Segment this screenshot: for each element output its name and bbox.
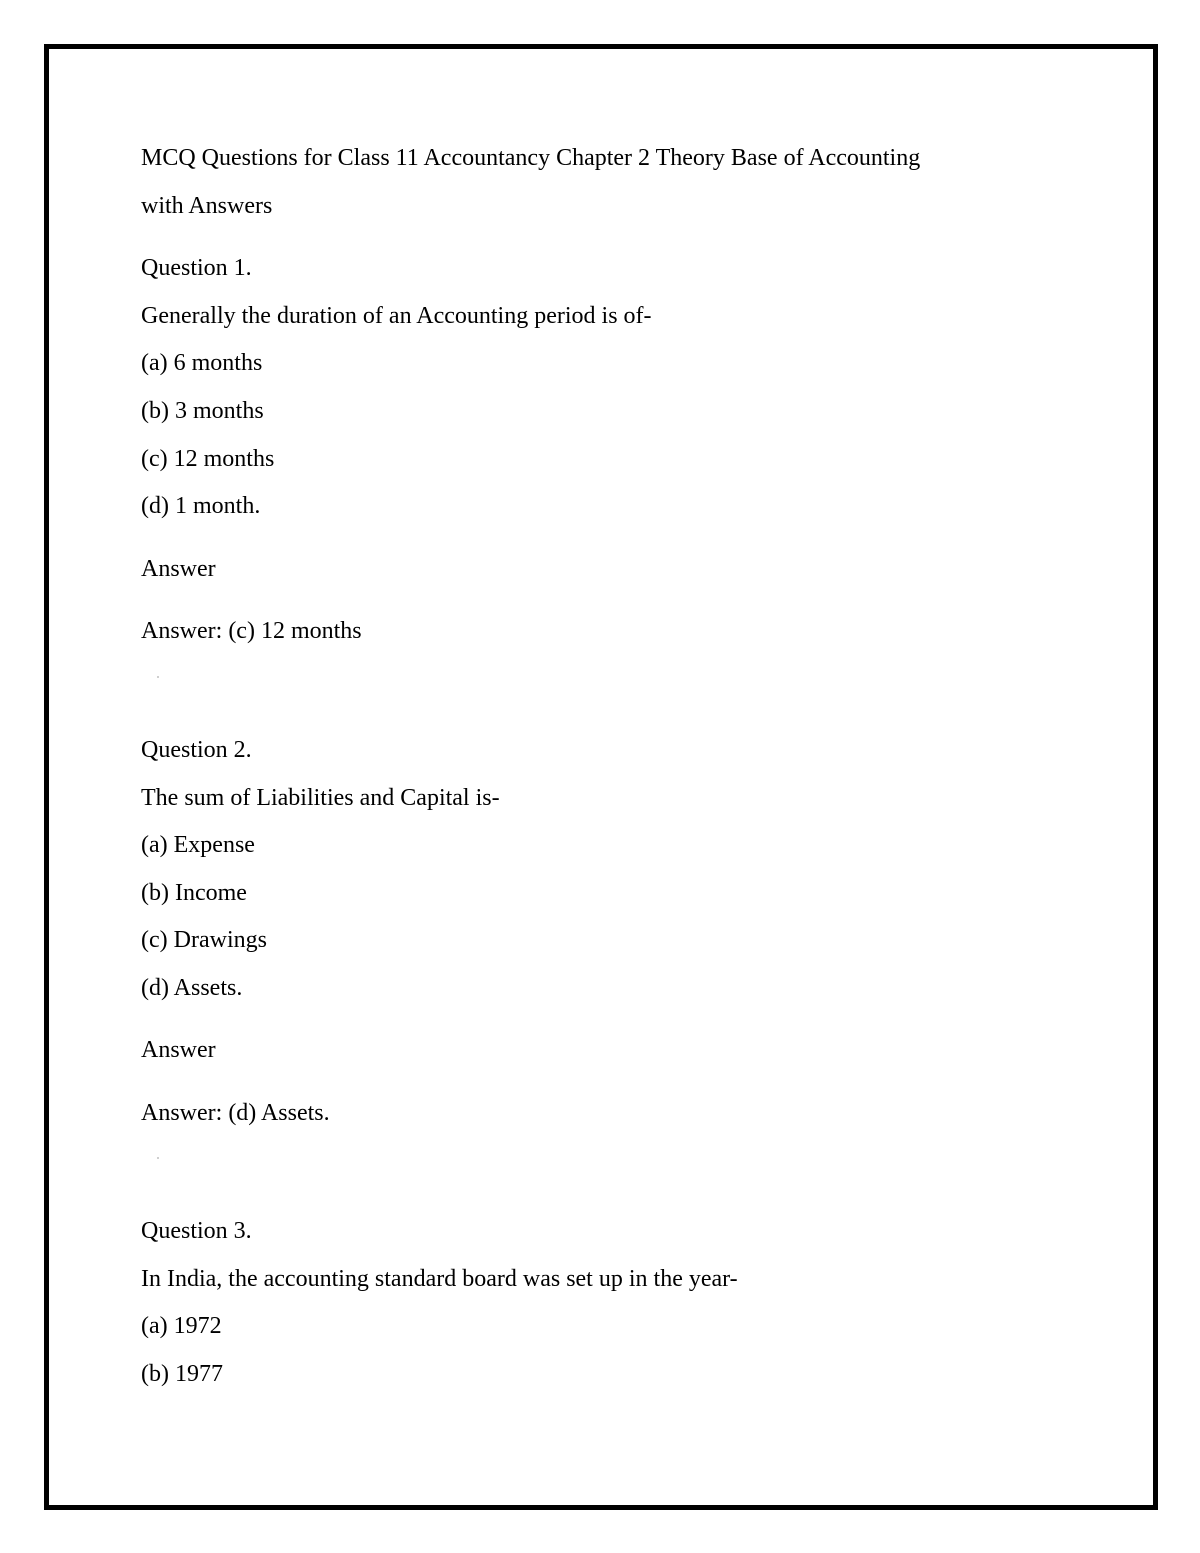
question-3-option-a: (a) 1972 xyxy=(141,1313,222,1339)
question-1-option-d: (d) 1 month. xyxy=(141,493,261,519)
question-3-text: In India, the accounting standard board was set up in the year- xyxy=(141,1266,738,1292)
question-1-answer: Answer: (c) 12 months xyxy=(141,618,362,644)
question-2-label: Question 2. xyxy=(141,737,252,763)
question-1-option-c: (c) 12 months xyxy=(141,446,275,472)
question-3-option-b: (b) 1977 xyxy=(141,1361,223,1387)
question-1-label: Question 1. xyxy=(141,255,252,281)
question-1-text: Generally the duration of an Accounting period is of- xyxy=(141,303,652,329)
question-2-option-c: (c) Drawings xyxy=(141,927,267,953)
separator-dot-2 xyxy=(157,1157,159,1159)
question-1-option-b: (b) 3 months xyxy=(141,398,264,424)
question-2-option-d: (d) Assets. xyxy=(141,975,243,1001)
question-1-answer-toggle[interactable]: Answer xyxy=(141,556,216,582)
page-title-line-2: with Answers xyxy=(141,193,273,219)
question-2-option-b: (b) Income xyxy=(141,880,247,906)
question-2-answer-toggle[interactable]: Answer xyxy=(141,1037,216,1063)
question-2-option-a: (a) Expense xyxy=(141,832,255,858)
separator-dot-1 xyxy=(157,676,159,678)
question-3-label: Question 3. xyxy=(141,1218,252,1244)
question-2-text: The sum of Liabilities and Capital is- xyxy=(141,785,500,811)
question-2-answer: Answer: (d) Assets. xyxy=(141,1100,330,1126)
question-1-option-a: (a) 6 months xyxy=(141,350,263,376)
page-title-line-1: MCQ Questions for Class 11 Accountancy Chapter 2 Theory Base of Accounting xyxy=(141,145,921,171)
